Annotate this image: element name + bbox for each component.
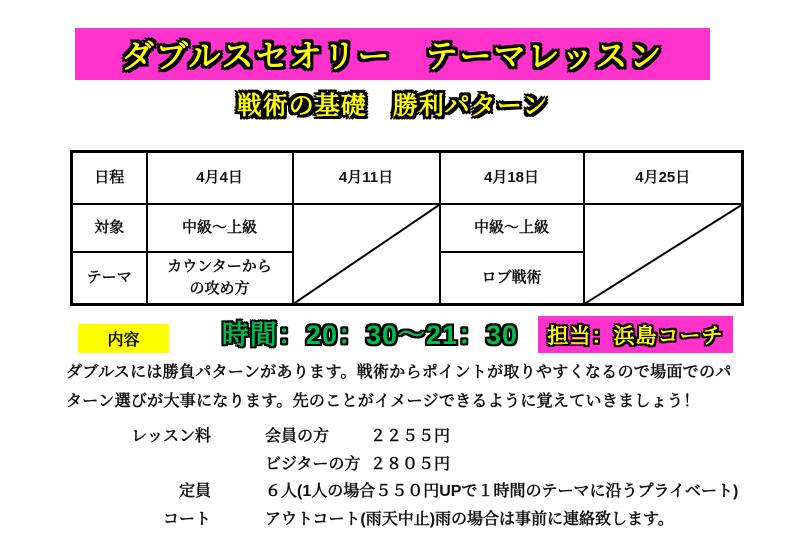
cancelled-cell: [293, 204, 440, 305]
row-header-theme: テーマ: [72, 252, 147, 305]
fee-details: [66, 423, 776, 533]
court-value: アウトコート(雨天中止)雨の場合は事前に連絡致します。: [265, 510, 674, 528]
description-paragraph: [66, 359, 771, 416]
description-line: ターン選びが大事になります。先のことがイメージできるように覚えていきましょう！: [66, 392, 700, 410]
cancelled-cell: [584, 204, 743, 305]
title-banner: [75, 28, 710, 80]
content-badge-label: 内容: [107, 332, 140, 349]
staff-badge: [538, 316, 733, 353]
target-cell: 中級～上級: [440, 204, 584, 252]
fee-item: 会員の方: [265, 428, 330, 445]
row-header-target: 対象: [72, 204, 147, 252]
table-row-target: [72, 204, 743, 252]
fee-label: レッスン料: [131, 428, 211, 445]
date-cell: 4月18日: [440, 152, 584, 204]
capacity-row: [66, 478, 776, 506]
staff-label: 担当：浜島コーチ: [547, 324, 724, 348]
fee-price: ２２５５円: [370, 428, 451, 445]
date-cell: 4月25日: [584, 152, 743, 204]
time-row: [180, 313, 560, 351]
schedule-table: [70, 150, 744, 306]
diagonal-strike: [585, 205, 742, 304]
table-row-dates: [72, 152, 743, 204]
fee-row: [66, 423, 776, 451]
court-row: [66, 506, 776, 534]
fee-price: ２８０５円: [370, 455, 451, 473]
target-cell: 中級～上級: [147, 204, 293, 252]
time-label: 時間：20：30～21：30: [221, 319, 519, 350]
fee-item: ビジターの方: [265, 455, 361, 473]
row-header-date: 日程: [72, 152, 147, 204]
court-label: コート: [162, 510, 211, 528]
theme-cell: ロブ戦術: [440, 252, 584, 305]
date-cell: 4月11日: [293, 152, 440, 204]
theme-cell: カウンターからの攻め方: [147, 252, 293, 305]
date-cell: 4月4日: [147, 152, 293, 204]
description-line: ダブルスには勝負パターンがあります。戦術からポイントが取りやすくなるので場面でのパ: [66, 364, 732, 381]
capacity-value: ６人(1人の場合５５０円UPで１時間のテーマに沿うプライベート): [265, 483, 739, 501]
capacity-label: 定員: [178, 483, 211, 501]
fee-row: [66, 451, 776, 479]
fee-label: [66, 451, 211, 479]
diagonal-strike: [294, 205, 439, 304]
subtitle-row: [75, 87, 710, 121]
page-subtitle: 戦術の基礎 勝利パターン: [236, 92, 549, 120]
content-badge: [78, 324, 169, 353]
page-title: ダブルスセオリー テーマレッスン: [121, 38, 664, 74]
